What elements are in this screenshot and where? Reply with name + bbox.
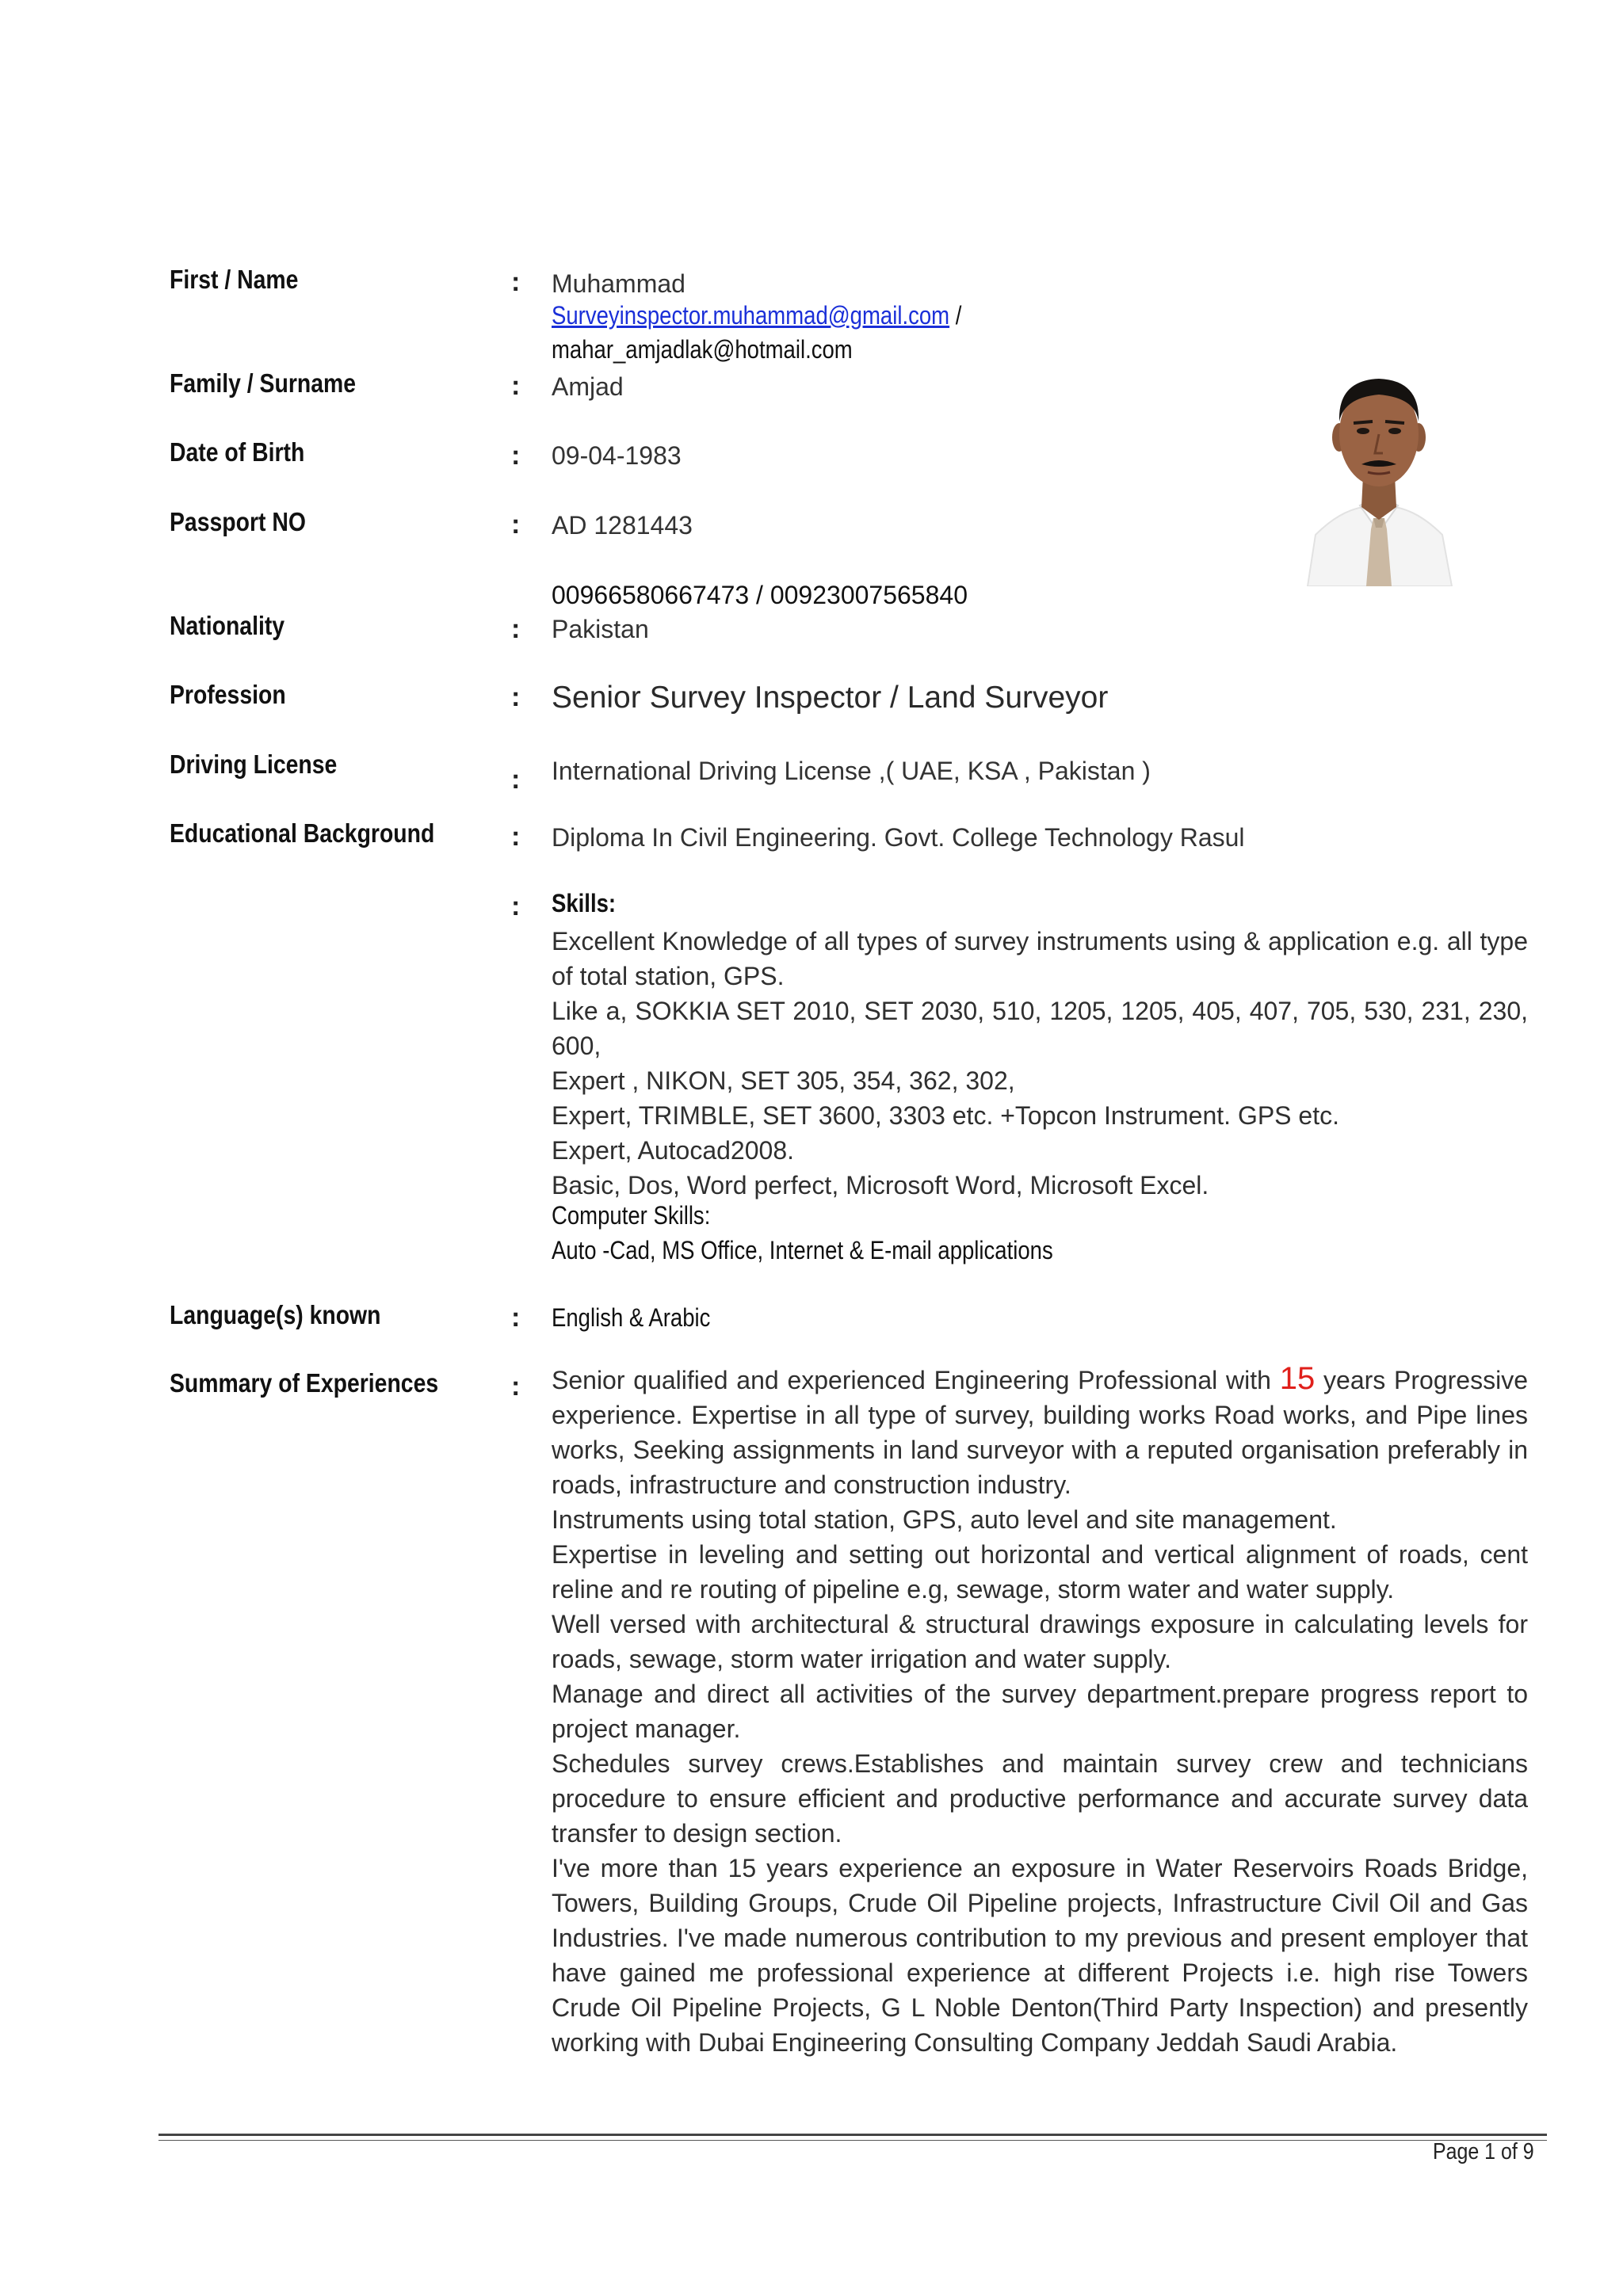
email-separator: /: [949, 301, 962, 330]
skills-line: Basic, Dos, Word perfect, Microsoft Word, Microsoft Excel.: [552, 1171, 1209, 1199]
skills-list: [552, 924, 1528, 1203]
skills-line: Excellent Knowledge of all types of survey instruments using & application e.g. all type of total station, GPS.: [552, 927, 1528, 990]
label-family-name: Family / Surname: [170, 368, 357, 398]
value-profession: Senior Survey Inspector / Land Surveyor: [552, 681, 1109, 715]
colon: :: [511, 822, 521, 852]
value-nationality: Pakistan: [552, 615, 649, 643]
skills-line: Expert , NIKON, SET 305, 354, 362, 302,: [552, 1066, 1015, 1095]
summary-paragraph: I've more than 15 years experience an exposure in Water Reservoirs Roads Bridge, Towers, Building Groups, Crude Oil Pipeline projects, Infrastructure Civil Oil and Gas Industries. I've made numerous contribution to my previous and present employer that have gained me professional experience at different Projects i.e. high rise Towers Crude Oil Pipeline Projects, G L Noble Denton(Third Party Inspection) and presently working with Dubai Engineering Consulting Company Jeddah Saudi Arabia.: [552, 1854, 1528, 2057]
label-first-name: First / Name: [170, 265, 299, 294]
email-link-gmail[interactable]: Surveyinspector.muhammad@gmail.com: [552, 301, 950, 330]
value-driving-license: International Driving License ,( UAE, KSA , Pakistan ): [552, 757, 1151, 785]
colon: :: [511, 1302, 521, 1333]
colon: :: [511, 614, 521, 644]
skills-line: Expert, Autocad2008.: [552, 1136, 794, 1165]
value-languages: English & Arabic: [552, 1303, 711, 1332]
colon: :: [511, 765, 521, 795]
label-summary: Summary of Experiences: [170, 1368, 439, 1398]
profile-photo: [1300, 349, 1458, 586]
label-date-of-birth: Date of Birth: [170, 437, 305, 467]
email-line: [552, 301, 961, 330]
colon: :: [511, 509, 521, 540]
skills-line: Expert, TRIMBLE, SET 3600, 3303 etc. +Topcon Instrument. GPS etc.: [552, 1101, 1339, 1130]
value-family-name: Amjad: [552, 372, 624, 401]
colon: :: [511, 682, 521, 712]
footer-rule: [158, 2134, 1547, 2136]
years-highlight: 15: [1279, 1361, 1316, 1396]
colon: :: [511, 441, 521, 471]
computer-skills-heading: Computer Skills:: [552, 1201, 711, 1230]
value-first-name: Muhammad: [552, 269, 685, 298]
summary-intro: Senior qualified and experienced Engineering Professional with 15 years Progressive experience. Expertise in all type of survey, building works Road works, and Pipe lines works, Seeking assignments in land surveyor with a reputed organisation preferably in roads, infrastructure and construction industry.: [552, 1361, 1529, 1499]
summary-paragraph: Expertise in leveling and setting out horizontal and vertical alignment of roads, cent reline and re routing of pipeline e.g, sewage, storm water and water supply.: [552, 1540, 1528, 1604]
email-hotmail: mahar_amjadlak@hotmail.com: [552, 335, 853, 364]
skills-line: Like a, SOKKIA SET 2010, SET 2030, 510, 1205, 1205, 405, 407, 705, 530, 231, 230, 600,: [552, 997, 1528, 1060]
colon: :: [511, 371, 521, 401]
label-nationality: Nationality: [170, 611, 285, 640]
value-date-of-birth: 09-04-1983: [552, 441, 682, 470]
computer-skills-line: Auto -Cad, MS Office, Internet & E-mail applications: [552, 1236, 1053, 1264]
colon: :: [511, 267, 521, 297]
label-driving-license: Driving License: [170, 749, 338, 779]
label-languages: Language(s) known: [170, 1300, 381, 1329]
value-phones: 00966580667473 / 00923007565840: [552, 581, 968, 609]
colon: :: [511, 1371, 521, 1402]
value-passport: AD 1281443: [552, 511, 693, 540]
summary-paragraph: Instruments using total station, GPS, auto level and site management.: [552, 1505, 1337, 1534]
summary-paragraph: Manage and direct all activities of the survey department.prepare progress report to project manager.: [552, 1680, 1528, 1743]
label-education: Educational Background: [170, 818, 435, 848]
page-number: Page 1 of 9: [1433, 2139, 1534, 2164]
label-passport: Passport NO: [170, 507, 306, 536]
value-education: Diploma In Civil Engineering. Govt. College Technology Rasul: [552, 823, 1245, 852]
summary-paragraph: Well versed with architectural & structural drawings exposure in calculating levels for roads, sewage, storm water irrigation and water supply.: [552, 1610, 1528, 1673]
label-profession: Profession: [170, 680, 286, 709]
skills-heading: Skills:: [552, 889, 617, 917]
colon: :: [511, 891, 521, 921]
summary-paragraph: Schedules survey crews.Establishes and maintain survey crew and technicians procedure to ensure efficient and productive performance and accurate survey data transfer to design section.: [552, 1749, 1528, 1848]
footer-rule-thin: [158, 2140, 1547, 2141]
summary-text: [552, 1361, 1528, 2060]
